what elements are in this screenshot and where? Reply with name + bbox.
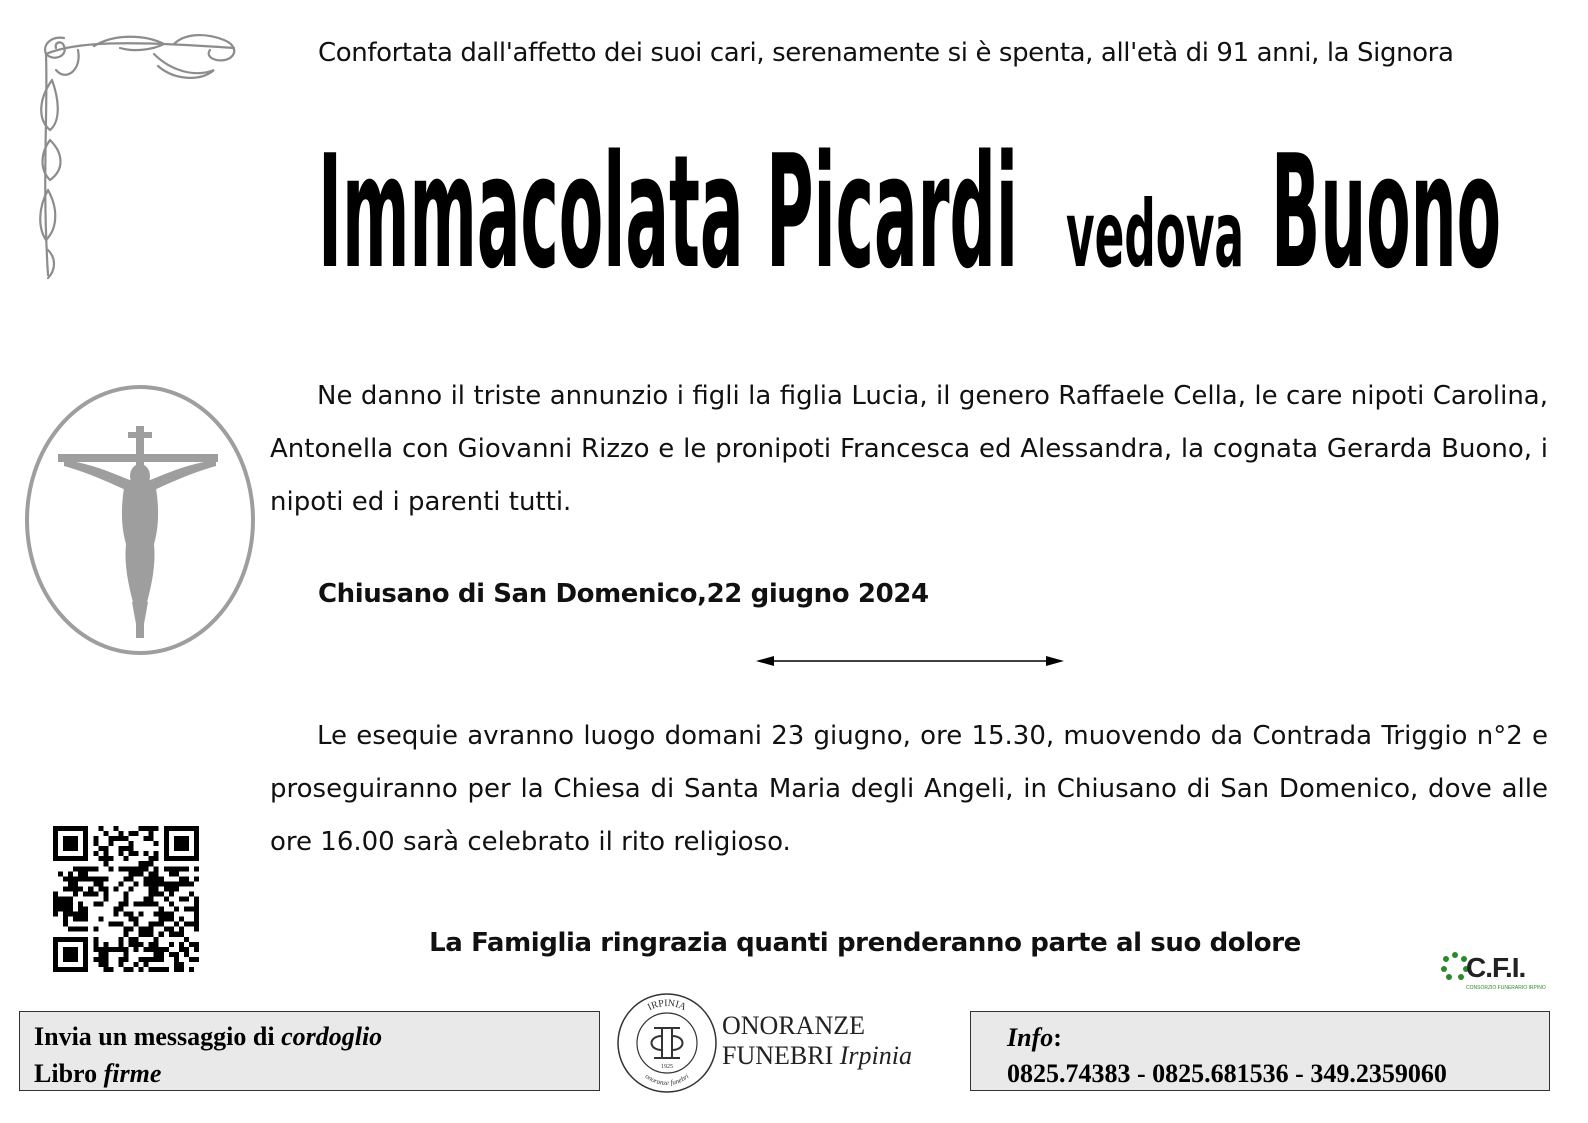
condolence-link[interactable]: Invia un messaggio di cordoglio [34,1022,383,1051]
intro-text: Confortata dall'affetto dei suoi cari, serenamente si è spenta, all'età di 91 anni, la Signora [318,38,1454,68]
cfi-logo-text: C.F.I. [1466,952,1526,983]
crucifix-icon [24,384,256,656]
svg-text:IRPINIA: IRPINIA [645,997,688,1014]
info-label: Info [1007,1023,1054,1052]
deceased-widow-word: vedova [1066,181,1244,288]
svg-text:1925: 1925 [661,1064,673,1070]
svg-text:onoranze funebri: onoranze funebri [643,1072,691,1088]
guestbook-link[interactable]: Libro firme [34,1059,162,1088]
funeral-paragraph [270,710,1548,869]
family-thanks: La Famiglia ringrazia quanti prenderanno parte al suo dolore [429,928,1301,958]
deceased-married-name: Buono [1271,128,1501,298]
announcement-paragraph [270,370,1548,529]
deceased-name [318,128,1518,298]
onoranze-logo-text: ONORANZE FUNEBRI Irpinia [722,1011,912,1070]
cfi-logo-subtitle: CONSORZIO FUNERARIO IRPINO [1466,985,1546,991]
condolence-box[interactable] [19,1011,600,1091]
info-box: Info: 0825.74383 - 0825.681536 - 349.2359060 [970,1011,1550,1091]
corner-flourish-icon [34,30,244,285]
phone-numbers[interactable]: 0825.74383 - 0825.681536 - 349.2359060 [1007,1059,1447,1088]
double-arrow-icon [754,652,1066,670]
deceased-first-name: Immacolata Picardi [318,128,1018,298]
funeral-text: Le esequie avranno luogo domani 23 giugno, ore 15.30, muovendo da Contrada Triggio n°2 e proseguiranno per la Chiesa di Santa Maria degli Angeli, in Chiusano di San Domenico, dove alle ore 16.00 sarà celebrato il rito religioso. [270,721,1548,857]
onoranze-logo-icon [614,990,720,1096]
announcement-text: Ne danno il triste annunzio i figli la figlia Lucia, il genero Raffaele Cella, le care nipoti Carolina, Antonella con Giovanni Rizzo e le pronipoti Francesca ed Alessandra, la cognata Gerarda Buono, i nipoti ed i parenti tutti. [270,381,1548,517]
place-date: Chiusano di San Domenico,22 giugno 2024 [318,579,929,609]
